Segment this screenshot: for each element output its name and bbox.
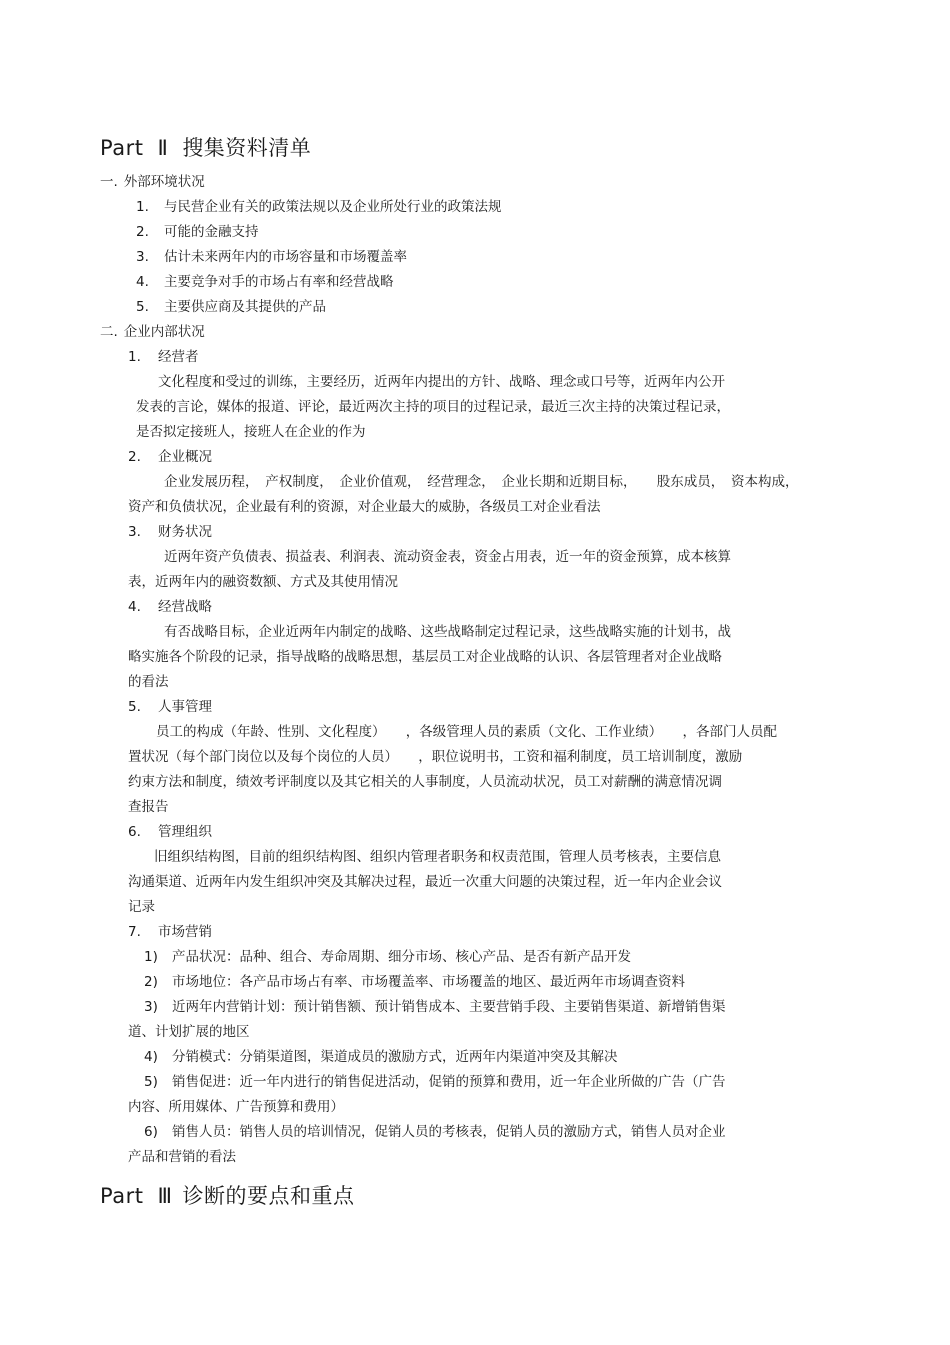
list-item: 6) 销售人员：销售人员的培训情况，促销人员的考核表，促销人员的激励方式，销售人员对企业	[144, 1124, 726, 1140]
paragraph-line: 文化程度和受过的训练，主要经历，近两年内提出的方针、战略、理念或口号等，近两年内公开	[158, 374, 725, 390]
part3-roman: Ⅲ	[157, 1184, 173, 1208]
paragraph-line: 员工的构成（年龄、性别、文化程度） ，各级管理人员的素质（文化、工作业绩） ，各部门人员配	[156, 724, 777, 740]
part3-part: Part	[100, 1184, 144, 1208]
subsection-heading: 6. 管理组织	[128, 824, 212, 840]
paragraph-line: 发表的言论，媒体的报道、评论，最近两次主持的项目的过程记录，最近三次主持的决策过程记录，	[136, 399, 730, 415]
sec2-title: 企业内部状况	[123, 324, 205, 340]
part2-heading	[100, 132, 311, 162]
subsection-heading: 5. 人事管理	[128, 699, 212, 715]
list-item: 4) 分销模式：分销渠道图，渠道成员的激励方式，近两年内渠道冲突及其解决	[144, 1049, 618, 1065]
paragraph-line: 资产和负债状况，企业最有利的资源，对企业最大的威胁，各级员工对企业看法	[128, 499, 601, 515]
paragraph-line: 表，近两年内的融资数额、方式及其使用情况	[128, 574, 398, 590]
list-item: 2. 可能的金融支持	[136, 224, 259, 240]
paragraph-line: 产品和营销的看法	[128, 1149, 236, 1165]
paragraph-line: 内容、所用媒体、广告预算和费用）	[128, 1099, 344, 1115]
list-item: 5. 主要供应商及其提供的产品	[136, 299, 326, 315]
paragraph-line: 道、计划扩展的地区	[128, 1024, 250, 1040]
sec2-heading	[100, 320, 205, 340]
sec1-title: 外部环境状况	[123, 174, 205, 190]
subsection-heading: 3. 财务状况	[128, 524, 212, 540]
paragraph-line: 有否战略目标，企业近两年内制定的战略、这些战略制定过程记录，这些战略实施的计划书，战	[164, 624, 731, 640]
paragraph-line: 的看法	[128, 674, 169, 690]
list-item: 3. 估计未来两年内的市场容量和市场覆盖率	[136, 249, 407, 265]
paragraph-line: 约束方法和制度，绩效考评制度以及其它相关的人事制度，人员流动状况，员工对薪酬的满意情况调	[128, 774, 722, 790]
sec1-heading	[100, 170, 205, 190]
sec1-label: 一.	[100, 174, 118, 190]
paragraph-line: 企业发展历程， 产权制度， 企业价值观， 经营理念， 企业长期和近期目标， 股东成员， 资本构成，	[164, 474, 799, 490]
paragraph-line: 沟通渠道、近两年内发生组织冲突及其解决过程，最近一次重大问题的决策过程，近一年内企业会议	[128, 874, 722, 890]
list-item: 3) 近两年内营销计划：预计销售额、预计销售成本、主要营销手段、主要销售渠道、新增销售渠	[144, 999, 726, 1015]
paragraph-line: 置状况（每个部门岗位以及每个岗位的人员） ，职位说明书，工资和福利制度，员工培训制度，激励	[128, 749, 743, 765]
subsection-heading: 2. 企业概况	[128, 449, 212, 465]
list-item: 5) 销售促进：近一年内进行的销售促进活动，促销的预算和费用，近一年企业所做的广告（广告	[144, 1074, 726, 1090]
subsection-heading: 1. 经营者	[128, 349, 199, 365]
list-item: 2) 市场地位：各产品市场占有率、市场覆盖率、市场覆盖的地区、最近两年市场调查资料	[144, 974, 685, 990]
subsection-heading: 7. 市场营销	[128, 924, 212, 940]
part3-title: 诊断的要点和重点	[182, 1184, 355, 1208]
list-item: 1. 与民营企业有关的政策法规以及企业所处行业的政策法规	[136, 199, 502, 215]
part2-title: 搜集资料清单	[182, 136, 312, 160]
paragraph-line: 是否拟定接班人，接班人在企业的作为	[136, 424, 366, 440]
part3-heading	[100, 1180, 354, 1210]
paragraph-line: 查报告	[128, 799, 169, 815]
paragraph-line: 旧组织结构图，目前的组织结构图、组织内管理者职务和权责范围，管理人员考核表，主要信息	[154, 849, 721, 865]
subsection-heading: 4. 经营战略	[128, 599, 212, 615]
sec2-label: 二.	[100, 324, 118, 340]
paragraph-line: 略实施各个阶段的记录，指导战略的战略思想，基层员工对企业战略的认识、各层管理者对企业战略	[128, 649, 722, 665]
list-item: 1) 产品状况：品种、组合、寿命周期、细分市场、核心产品、是否有新产品开发	[144, 949, 631, 965]
paragraph-line: 记录	[128, 899, 155, 915]
part2-roman: Ⅱ	[157, 136, 169, 160]
paragraph-line: 近两年资产负债表、损益表、利润表、流动资金表，资金占用表，近一年的资金预算，成本核算	[164, 549, 731, 565]
list-item: 4. 主要竞争对手的市场占有率和经营战略	[136, 274, 394, 290]
part2-part: Part	[100, 136, 144, 160]
